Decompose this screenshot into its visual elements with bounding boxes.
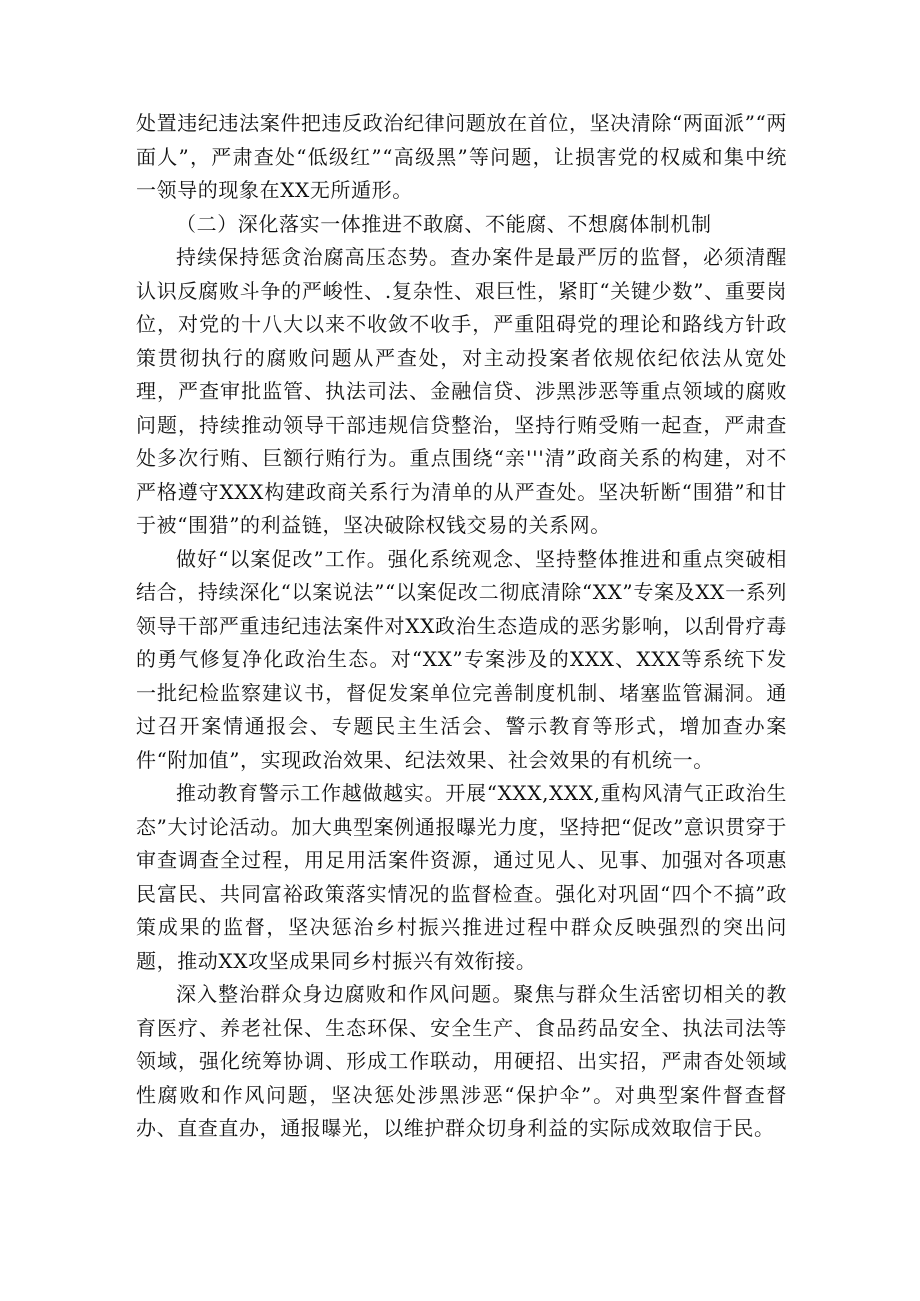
paragraph-continuation: 处置违纪违法案件把违反政治纪律问题放在首位，坚决清除“两面派”“两面人”，严肃查处“低级红”“高级黑”等问题，让损害党的权威和集中统一领导的现象在XX无所遁形。 — [136, 111, 787, 202]
paragraph-warning-education: 推动教育警示工作越做越实。开展“XXX,XXX,重构风清气正政治生态”大讨论活动。加大典型案例通报曝光力度，坚持把“促改”意识贯穿于审查调查全过程，用足用活案件资源，通过见人、见事、加强对各项惠民富民、共同富裕政策落实情况的监督检查。强化对巩固“四个不搞”政策成果的监督，坚决惩治乡村振兴推进过程中群众反映强烈的突出问题，推动XX攻坚成果同乡村振兴有效衔接。 — [136, 781, 787, 973]
paragraph-grassroots-corruption: 深入整治群众身边腐败和作风问题。聚焦与群众生活密切相关的教育医疗、养老社保、生态环保、安全生产、食品药品安全、执法司法等领域，强化统筹协调、形成工作联动，用硬招、出实招，严肃杳处领域性腐败和作风问题，坚决惩处涉黑涉恶“保护伞”。对典型案件督查督办、直查直办，通报曝光，以维护群众切身利益的实际成效取信于民。 — [136, 982, 787, 1140]
paragraph-case-reform: 做好“以案促改”工作。强化系统观念、坚持整体推进和重点突破相结合，持续深化“以案说法”“以案促改二彻底清除“XX”专案及XX一系列领导干部严重违纪违法案件对XX政治生态造成的恶劣影响，以刮骨疗毒的勇气修复净化政治生态。对“XX”专案涉及的XXX、XXX等系统下发一批纪检监察建议书，督促发案单位完善制度机制、堵塞监管漏洞。通过召开案情通报会、专题民主生活会、警示教育等形式，增加查办案件“附加值”，实现政治效果、纪法效果、社会效果的有机统一。 — [136, 546, 787, 772]
document-body — [136, 107, 787, 1146]
section-heading: （二）深化落实一体推进不敢腐、不能腐、不想腐体制机制 — [176, 211, 712, 236]
paragraph-anti-corruption: 持续保持惩贪治腐高压态势。查办案件是最严厉的监督，必须清醒认识反腐败斗争的严峻性、.复杂性、艰巨性，紧盯“关键少数”、重要岗位，对党的十八大以来不收敛不收手，严重阻碍党的理论和路线方针政策贯彻执行的腐败问题从严查处，对主动投案者依规依纪依法从宽处理，严查审批监管、执法司法、金融信贷、涉黑涉恶等重点领域的腐败问题，持续推动领导干部违规信贷整治，坚持行贿受贿一起查，严肃查处多次行贿、巨额行贿行为。重点围绕“亲'''清”政商关系的构建，对不严格遵守XXX构建政商关系行为清单的从严查处。坚决斩断“围猎”和甘于被“围猎”的利益链，坚决破除权钱交易的关系网。 — [136, 245, 787, 537]
